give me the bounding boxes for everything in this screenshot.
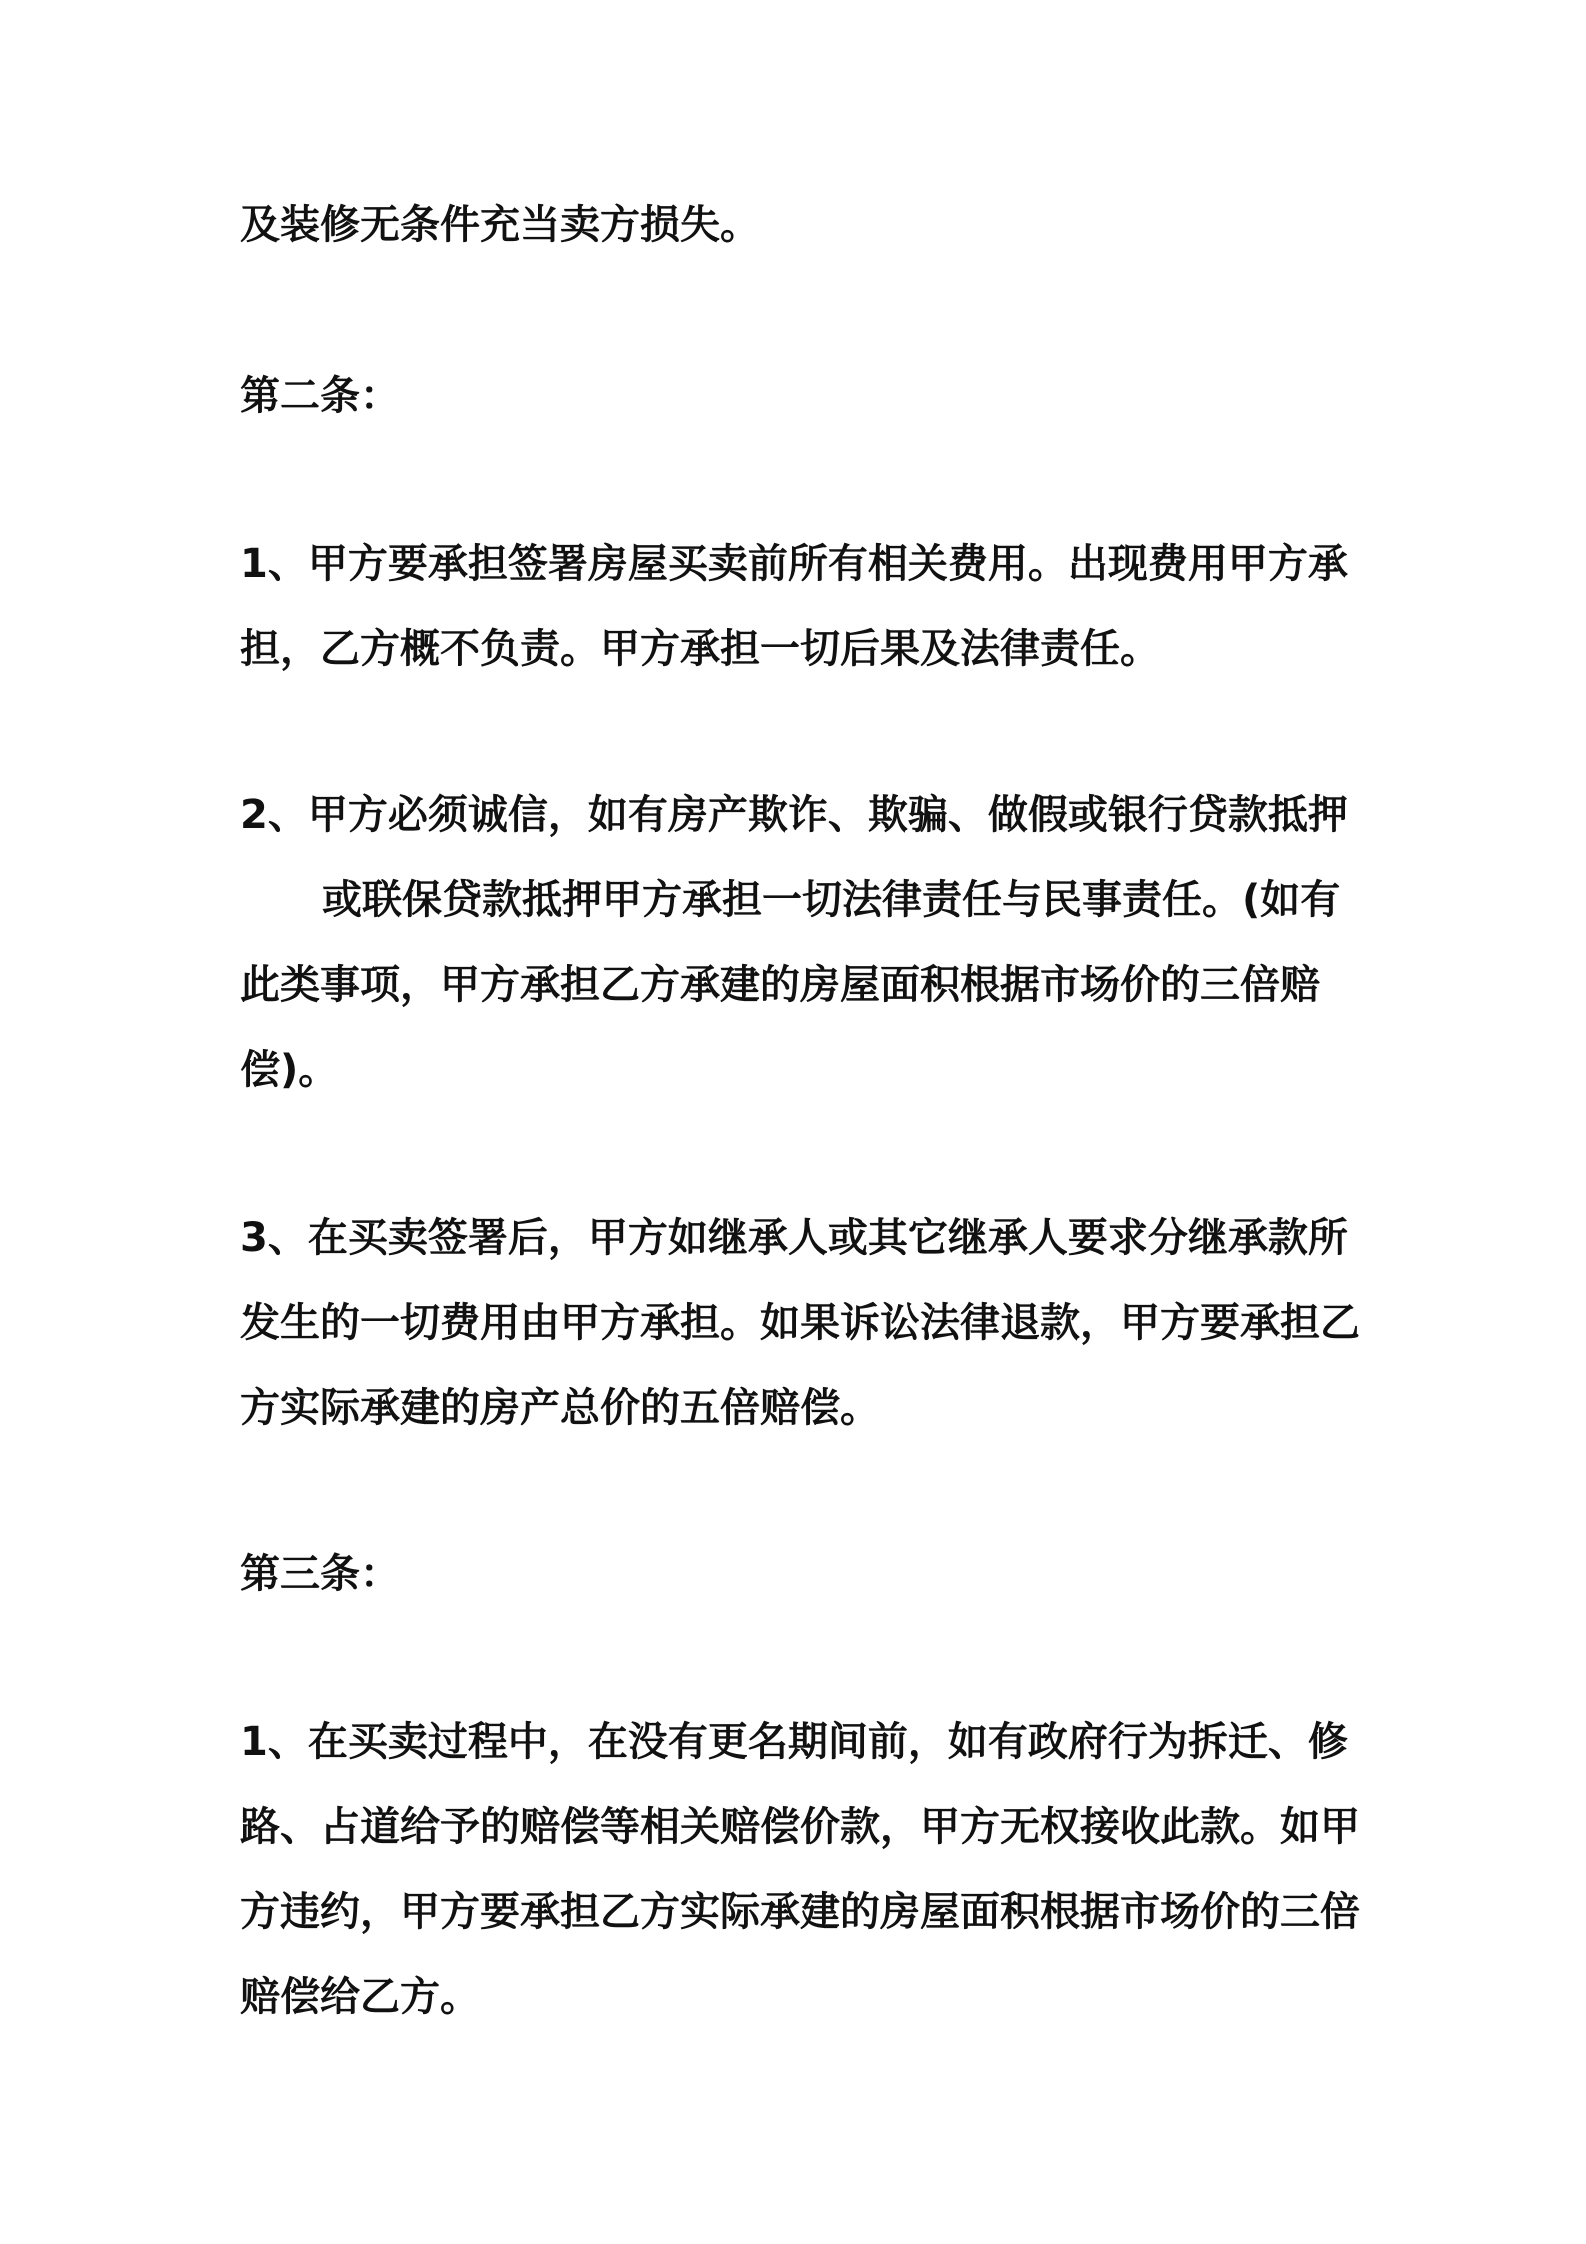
text-line: 发生的一切费用由甲方承担。如果诉讼法律退款，甲方要承担乙 [240, 1300, 1360, 1346]
heading-text: 第三条： [240, 1551, 400, 1597]
article-2-clause-2 [240, 773, 1360, 1113]
article-3-clause-1 [240, 1700, 1360, 2040]
text-line: 1、在买卖过程中，在没有更名期间前，如有政府行为拆迁、修 [240, 1719, 1348, 1765]
text-line: 方违约，甲方要承担乙方实际承建的房屋面积根据市场价的三倍 [240, 1889, 1360, 1935]
text-line: 偿)。 [240, 1047, 339, 1093]
text-line: 2、甲方必须诚信，如有房产欺诈、欺骗、做假或银行贷款抵押 [240, 792, 1348, 838]
text-line: 此类事项，甲方承担乙方承建的房屋面积根据市场价的三倍赔 [240, 962, 1320, 1008]
text-line: 方实际承建的房产总价的五倍赔偿。 [240, 1385, 880, 1431]
text-line: 路、占道给予的赔偿等相关赔偿价款，甲方无权接收此款。如甲 [240, 1804, 1360, 1850]
paragraph-continuation [240, 183, 1360, 268]
article-2-clause-3 [240, 1196, 1360, 1451]
text-line: 及装修无条件充当卖方损失。 [240, 202, 760, 248]
text-line: 担，乙方概不负责。甲方承担一切后果及法律责任。 [240, 626, 1160, 672]
heading-text: 第二条： [240, 373, 400, 419]
article-2-heading [240, 354, 1360, 439]
article-3-heading [240, 1532, 1360, 1617]
text-line: 赔偿给乙方。 [240, 1974, 480, 2020]
article-2-clause-1 [240, 522, 1360, 692]
text-line-indented: 或联保贷款抵押甲方承担一切法律责任与民事责任。(如有 [322, 877, 1341, 923]
text-line: 3、在买卖签署后，甲方如继承人或其它继承人要求分继承款所 [240, 1215, 1348, 1261]
text-line: 1、甲方要承担签署房屋买卖前所有相关费用。出现费用甲方承 [240, 541, 1348, 587]
